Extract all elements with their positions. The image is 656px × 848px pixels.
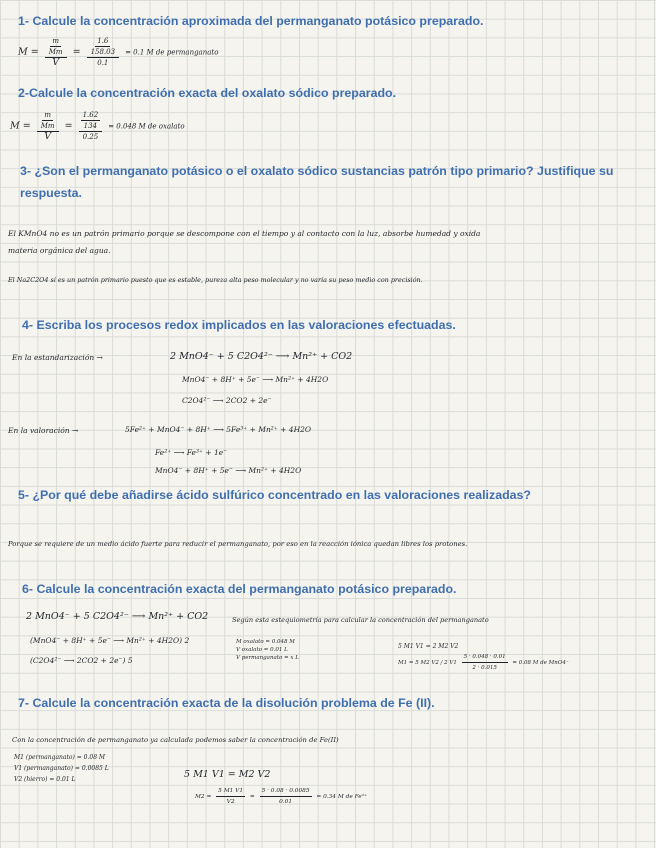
q4-std-half-2: C2O4²⁻ ⟶ 2CO2 + 2e⁻ <box>182 396 272 405</box>
q1-result: = 0.1 M de permanganato <box>125 48 219 57</box>
q2-symbolic-fraction <box>37 110 59 142</box>
q7-data-1: M1 (permanganato) = 0.08 M <box>14 754 106 761</box>
q1-lhs: M = <box>18 46 39 58</box>
q6-data-block <box>236 638 299 662</box>
question-3-title: 3- ¿Son el permanganato potásico o el oxalato sódico sustancias patrón tipo primario? Justifique su respuesta. <box>20 164 614 200</box>
q7-data-2: V1 (permanganato) = 0.0085 L <box>14 765 109 772</box>
q1-value-fraction <box>87 36 120 68</box>
q7-data-3: V2 (hierro) = 0.01 L <box>14 776 76 783</box>
question-5-title: 5- ¿Por qué debe añadirse ácido sulfúrico concentrado en las valoraciones realizadas? <box>18 488 532 502</box>
q1-num-top: m <box>52 37 59 45</box>
q4-std-equation: 2 MnO4⁻ + 5 C2O4²⁻ ⟶ Mn²⁺ + CO2 <box>170 351 353 362</box>
q7-calc-num: 5 · 0.08 · 0.0085 <box>260 786 312 797</box>
q7-calc-top: 5 M1 V1 <box>216 786 245 797</box>
q1-symbolic-fraction <box>45 36 67 68</box>
q2-formula: M = $\frac{\frac{m}{Mm}}{V}$ = $\frac{\frac{1.62}{134}}{0.25}$ = 0.048 M de oxalato <box>10 111 185 142</box>
q1-val-mid: 158.03 <box>90 48 116 56</box>
q7-calc-value-fraction <box>260 786 312 807</box>
q3-answer-line-1-cont: materia orgánica del agua. <box>8 246 111 255</box>
q6-data-3: V permanganato = x L <box>236 655 299 661</box>
q6-calc-fraction <box>462 652 508 673</box>
q7-calc-result: = 0.34 M de Fe²⁺ <box>316 794 368 800</box>
question-7-title: 7- Calcule la concentración exacta de la disolución problema de Fe (II). <box>18 696 435 710</box>
q2-result: = 0.048 M de oxalato <box>108 122 185 131</box>
q3-answer-line-2: El Na2C2O4 sí es un patrón primario puesto que es estable, pureza alta peso molecular y no varía su peso medio con precisión. <box>8 276 423 284</box>
q7-calculation: M2 = $\frac{5 M1 V1}{V2}$ = $\frac{5 \cdot 0.08 \cdot 0.0085}{0.01}$ = 0.34 M de Fe²⁺ <box>195 788 368 805</box>
q2-value-fraction <box>79 110 103 142</box>
question-2-title: 2-Calcule la concentración exacta del oxalato sódico preparado. <box>18 86 397 100</box>
q1-val-top: 1.6 <box>97 37 109 45</box>
q6-calc-den: 2 · 0.015 <box>472 665 497 671</box>
q2-num-top: m <box>44 111 51 119</box>
question-4-title: 4- Escriba los procesos redox implicados en las valoraciones efectuadas. <box>22 318 456 332</box>
q6-relation: 5 M1 V1 = 2 M2 V2 <box>398 643 459 650</box>
q7-relation: 5 M1 V1 = M2 V2 <box>184 769 271 780</box>
q6-note: Según esta estequiometría para calcular la concentración del permanganato <box>232 616 489 624</box>
q1-den: V <box>52 57 60 68</box>
question-1-title: 1- Calcule la concentración aproximada del permanganato potásico preparado. <box>18 14 484 28</box>
q7-calc-den: 0.01 <box>279 799 293 805</box>
q2-val-mid: 134 <box>83 122 98 130</box>
q4-val-half-2: MnO4⁻ + 8H⁺ + 5e⁻ ⟶ Mn²⁺ + 4H2O <box>155 466 302 475</box>
q6-calc-lhs: M1 = 5 M2 V2 / 2 V1 <box>398 660 457 666</box>
q4-val-label: En la valoración → <box>8 426 79 435</box>
q2-num-bot: Mm <box>40 122 55 130</box>
q6-calc-num: 5 · 0.048 · 0.01 <box>462 652 508 663</box>
q4-std-half-1: MnO4⁻ + 8H⁺ + 5e⁻ ⟶ Mn²⁺ + 4H2O <box>182 375 329 384</box>
q6-data-2: V oxalato = 0.01 L <box>236 647 288 653</box>
q4-val-half-1: Fe²⁺ ⟶ Fe³⁺ + 1e⁻ <box>155 448 228 457</box>
q6-main-equation: 2 MnO4⁻ + 5 C2O4²⁻ ⟶ Mn²⁺ + CO2 <box>26 611 209 622</box>
q4-std-label: En la estandarización → <box>12 353 103 362</box>
q7-calc-symbolic-fraction <box>216 786 245 807</box>
q1-formula: M = $\frac{\frac{m}{Mm}}{V}$ = $\frac{\frac{1.6}{158.03}}{0.1}$ = 0.1 M de permanganato <box>18 37 219 68</box>
q5-answer: Porque se requiere de un medio ácido fuerte para reducir el permanganato, por eso en la reacción iónica quedan libres los protones. <box>8 540 468 548</box>
q2-val-bot: 0.25 <box>82 133 99 141</box>
q1-num-bot: Mm <box>48 48 63 56</box>
q7-calc-lhs: M2 = <box>195 794 212 800</box>
q7-calc-bot: V2 <box>226 799 235 805</box>
q6-half-2: (C2O4²⁻ ⟶ 2CO2 + 2e⁻) 5 <box>30 656 133 665</box>
q2-den: V <box>44 131 52 142</box>
q2-lhs: M = <box>10 120 31 132</box>
q1-val-bot: 0.1 <box>97 59 109 67</box>
q3-answer-line-1: El KMnO4 no es un patrón primario porque se descompone con el tiempo y al contacto con la luz, absorbe humedad y oxida <box>8 229 481 238</box>
question-6-title: 6- Calcule la concentración exacta del permanganato potásico preparado. <box>22 582 457 596</box>
q4-val-equation: 5Fe²⁺ + MnO4⁻ + 8H⁺ ⟶ 5Fe³⁺ + Mn²⁺ + 4H2O <box>125 425 312 434</box>
q6-half-1: (MnO4⁻ + 8H⁺ + 5e⁻ ⟶ Mn²⁺ + 4H2O) 2 <box>30 636 190 645</box>
q6-data-1: M oxalato = 0.048 M <box>236 639 295 645</box>
q6-calc-result: = 0.08 M de MnO4⁻ <box>512 660 569 666</box>
q7-data-block <box>14 752 109 785</box>
q2-val-top: 1.62 <box>82 111 99 119</box>
q6-calculation <box>398 652 569 673</box>
q7-intro: Con la concentración de permanganato ya calculada podemos saber la concentración de Fe(II) <box>12 736 339 744</box>
